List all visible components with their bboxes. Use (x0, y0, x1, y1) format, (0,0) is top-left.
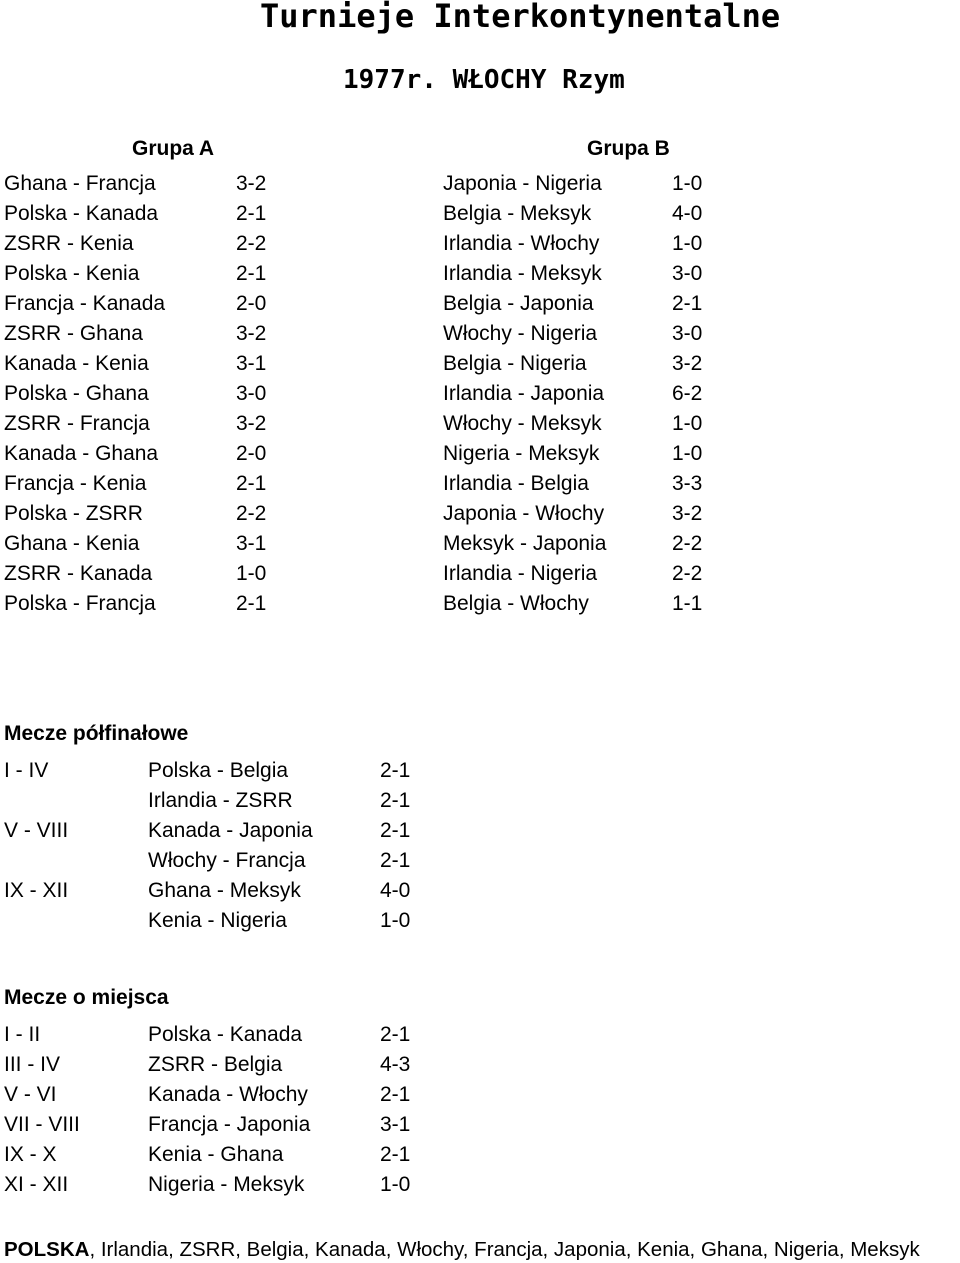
match-teams: Kenia - Ghana (148, 1143, 284, 1166)
match-teams: ZSRR - Belgia (148, 1053, 283, 1076)
match-score: 2-1 (672, 292, 703, 315)
match-teams: Irlandia - Belgia (443, 472, 589, 495)
placement-range: I - II (4, 1023, 41, 1046)
match-teams: Belgia - Nigeria (443, 352, 587, 375)
match-teams: Włochy - Francja (148, 849, 306, 872)
match-teams: Belgia - Meksyk (443, 202, 592, 225)
match-score: 2-2 (236, 502, 267, 525)
match-score: 1-0 (380, 1173, 411, 1196)
match-score: 1-0 (672, 412, 703, 435)
match-score: 2-1 (236, 262, 267, 285)
match-teams: Japonia - Włochy (443, 502, 605, 525)
match-score: 2-1 (236, 592, 267, 615)
match-score: 2-2 (236, 232, 267, 255)
match-score: 1-1 (672, 592, 703, 615)
final-ranking-rest: , Irlandia, ZSRR, Belgia, Kanada, Włochy, Francja, Japonia, Kenia, Ghana, Nigeria, Meksyk (89, 1238, 920, 1261)
match-score: 6-2 (672, 382, 703, 405)
match-teams: Ghana - Kenia (4, 532, 140, 555)
placement-range: XI - XII (4, 1173, 69, 1196)
match-teams: Meksyk - Japonia (443, 532, 607, 555)
match-teams: Irlandia - Nigeria (443, 562, 598, 585)
placements-header: Mecze o miejsca (4, 986, 169, 1009)
final-ranking (4, 1237, 920, 1263)
placement-range: I - IV (4, 759, 49, 782)
placement-range: VII - VIII (4, 1113, 80, 1136)
match-teams: Ghana - Meksyk (148, 879, 301, 902)
match-teams: Francja - Japonia (148, 1113, 311, 1136)
match-teams: Włochy - Nigeria (443, 322, 598, 345)
match-score: 1-0 (672, 232, 703, 255)
match-score: 2-1 (380, 1143, 411, 1166)
match-teams: ZSRR - Ghana (4, 322, 143, 345)
match-score: 3-0 (236, 382, 267, 405)
tournament-subtitle: 1977r. WŁOCHY Rzym (343, 65, 625, 95)
match-teams: Włochy - Meksyk (443, 412, 602, 435)
match-score: 4-3 (380, 1053, 411, 1076)
match-teams: Nigeria - Meksyk (443, 442, 600, 465)
match-score: 2-0 (236, 292, 267, 315)
match-score: 3-2 (236, 172, 267, 195)
match-teams: Polska - ZSRR (4, 502, 143, 525)
match-score: 2-2 (672, 562, 703, 585)
match-teams: Polska - Belgia (148, 759, 289, 782)
match-score: 3-0 (672, 322, 703, 345)
match-score: 2-1 (380, 819, 411, 842)
match-teams: Kenia - Nigeria (148, 909, 287, 932)
group-a-header: Grupa A (132, 137, 215, 160)
match-teams: Irlandia - ZSRR (148, 789, 293, 812)
match-score: 3-2 (236, 322, 267, 345)
match-score: 1-0 (236, 562, 267, 585)
placement-range: IX - XII (4, 879, 69, 902)
match-teams: Japonia - Nigeria (443, 172, 602, 195)
match-score: 1-0 (672, 442, 703, 465)
page-title: Turnieje Interkontynentalne (260, 0, 781, 35)
match-score: 2-1 (380, 1083, 411, 1106)
match-teams: Kanada - Japonia (148, 819, 313, 842)
match-teams: Irlandia - Włochy (443, 232, 600, 255)
match-teams: Belgia - Japonia (443, 292, 594, 315)
match-score: 2-0 (236, 442, 267, 465)
match-score: 3-1 (236, 352, 267, 375)
match-teams: ZSRR - Kenia (4, 232, 134, 255)
match-teams: Polska - Kanada (148, 1023, 303, 1046)
match-score: 2-1 (380, 1023, 411, 1046)
match-score: 2-1 (236, 202, 267, 225)
placement-range: IX - X (4, 1143, 57, 1166)
match-score: 3-1 (236, 532, 267, 555)
match-score: 3-3 (672, 472, 703, 495)
group-b-header: Grupa B (587, 137, 670, 160)
match-teams: Polska - Francja (4, 592, 156, 615)
match-score: 4-0 (380, 879, 411, 902)
match-teams: Polska - Ghana (4, 382, 149, 405)
match-score: 3-2 (672, 502, 703, 525)
match-score: 1-0 (380, 909, 411, 932)
match-teams: Francja - Kanada (4, 292, 166, 315)
match-score: 1-0 (672, 172, 703, 195)
match-score: 3-0 (672, 262, 703, 285)
match-teams: Irlandia - Japonia (443, 382, 605, 405)
match-score: 3-1 (380, 1113, 411, 1136)
final-ranking-winner: POLSKA (4, 1238, 90, 1261)
match-teams: ZSRR - Kanada (4, 562, 153, 585)
match-score: 3-2 (672, 352, 703, 375)
match-score: 2-1 (380, 849, 411, 872)
placement-range: V - VIII (4, 819, 69, 842)
match-teams: Irlandia - Meksyk (443, 262, 602, 285)
match-teams: Kanada - Kenia (4, 352, 149, 375)
match-score: 2-1 (380, 759, 411, 782)
match-score: 3-2 (236, 412, 267, 435)
match-teams: Kanada - Ghana (4, 442, 159, 465)
match-teams: Kanada - Włochy (148, 1083, 308, 1106)
match-teams: Nigeria - Meksyk (148, 1173, 305, 1196)
match-teams: ZSRR - Francja (4, 412, 150, 435)
match-score: 2-1 (236, 472, 267, 495)
placement-range: V - VI (4, 1083, 57, 1106)
match-teams: Polska - Kanada (4, 202, 159, 225)
match-teams: Polska - Kenia (4, 262, 140, 285)
match-score: 2-2 (672, 532, 703, 555)
match-score: 2-1 (380, 789, 411, 812)
match-teams: Belgia - Włochy (443, 592, 589, 615)
placement-range: III - IV (4, 1053, 61, 1076)
semifinals-header: Mecze półfinałowe (4, 722, 189, 745)
match-teams: Ghana - Francja (4, 172, 156, 195)
match-teams: Francja - Kenia (4, 472, 147, 495)
match-score: 4-0 (672, 202, 703, 225)
